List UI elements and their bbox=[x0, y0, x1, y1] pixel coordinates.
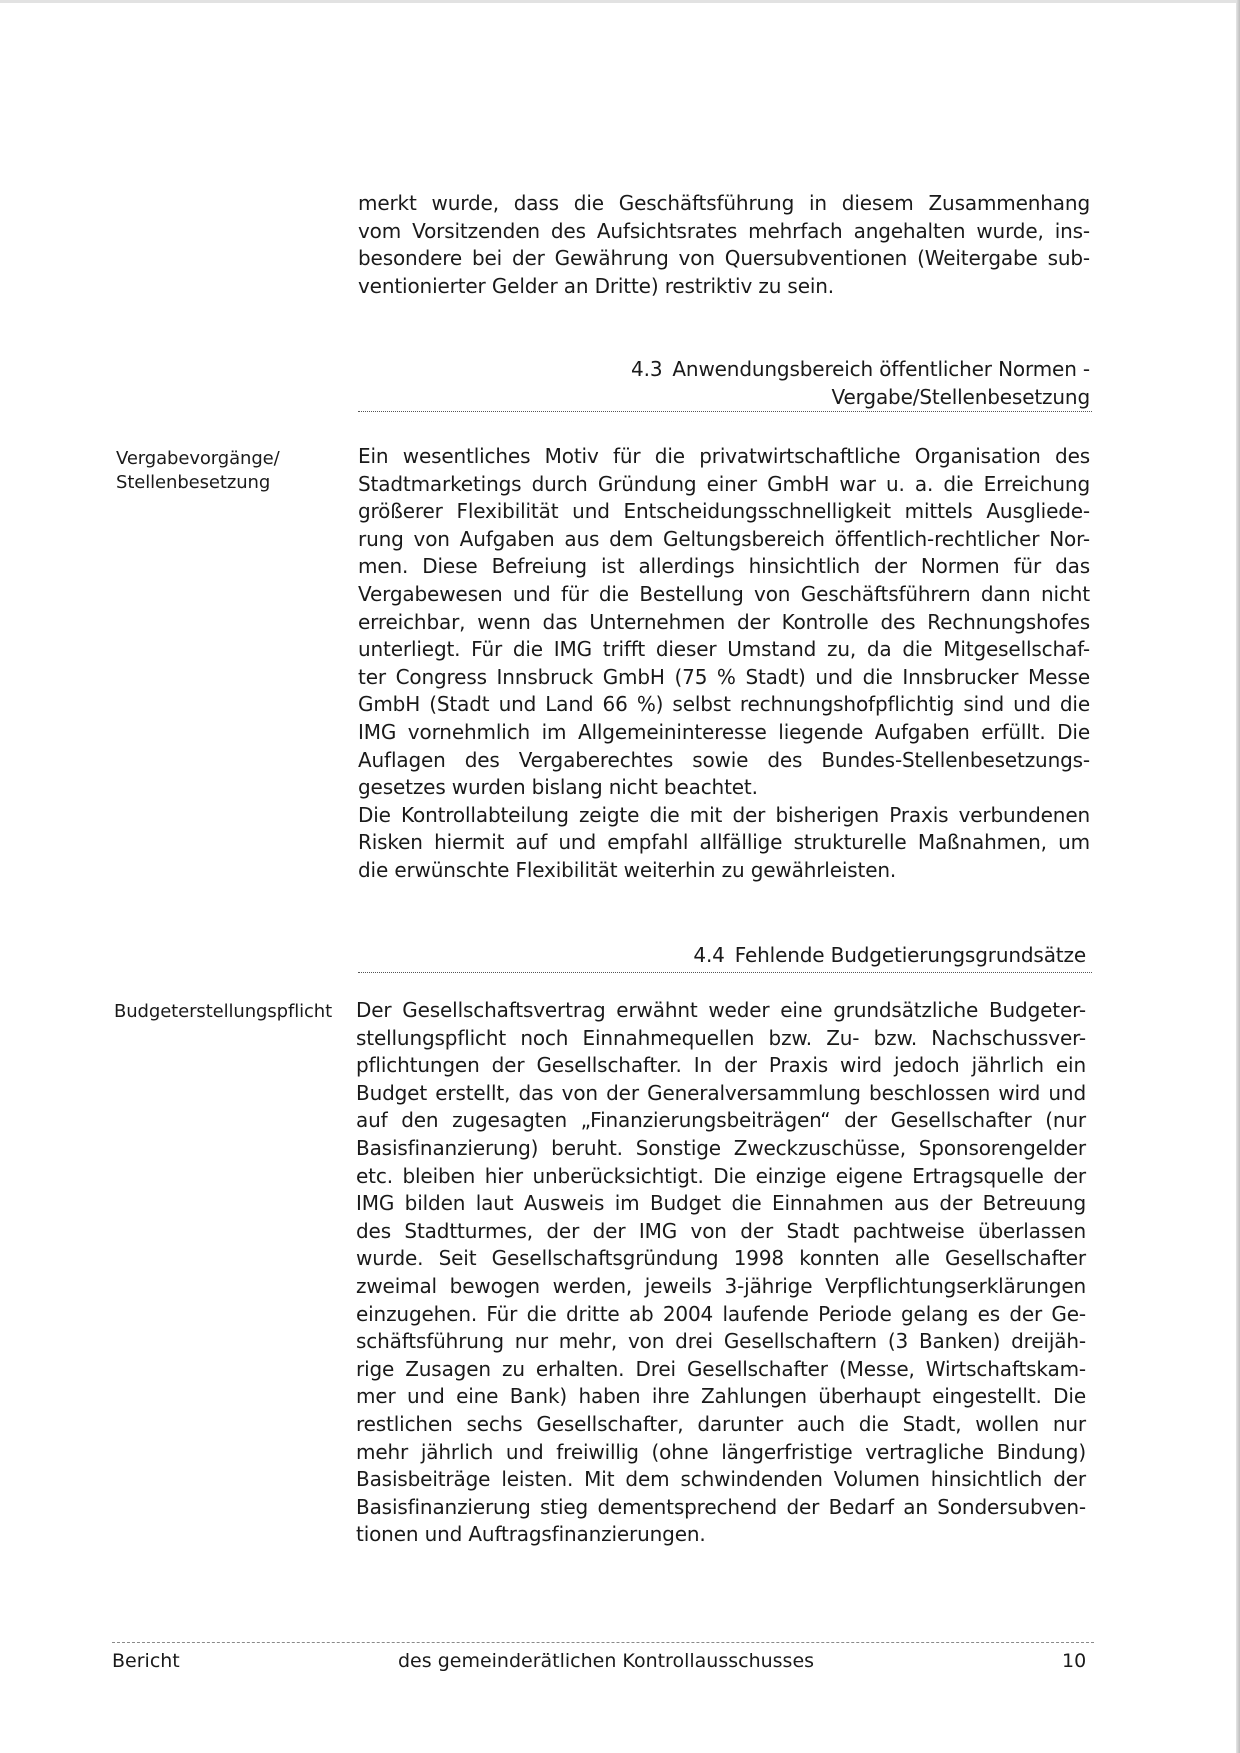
paragraph-line: vom Vorsitzenden des Aufsichtsrates mehrfach angehalten wurde, ins- bbox=[358, 218, 1090, 243]
paragraph-line: mehr jährlich und freiwillig (ohne längerfristige vertragliche Bindung) bbox=[356, 1439, 1086, 1464]
paragraph-line: Auflagen des Vergaberechtes sowie des Bundes-Stellenbesetzungs- bbox=[358, 747, 1090, 772]
paragraph-line: wurde. Seit Gesellschaftsgründung 1998 konnten alle Gesellschafter bbox=[356, 1246, 1086, 1271]
section-number: 4.3 bbox=[631, 357, 663, 381]
paragraph-line: erreichbar, wenn das Unternehmen der Kontrolle des Rechnungshofes bbox=[358, 609, 1090, 634]
paragraph-line: IMG bilden laut Ausweis im Budget die Einnahmen aus der Betreuung bbox=[356, 1191, 1086, 1216]
paragraph-line: Basisbeiträge leisten. Mit dem schwindenden Volumen hinsichtlich der bbox=[356, 1467, 1086, 1492]
paragraph-line: Basisfinanzierung) beruht. Sonstige Zweckzuschüsse, Sponsorengelder bbox=[356, 1135, 1086, 1160]
footer-left: Bericht bbox=[112, 1650, 180, 1672]
section-heading-line-1 bbox=[358, 355, 1090, 383]
paragraph-line: schäftsführung nur mehr, von drei Gesellschaftern (3 Banken) dreijäh- bbox=[356, 1329, 1086, 1354]
page-number: 10 bbox=[1062, 1650, 1087, 1672]
page-edge-right bbox=[1236, 0, 1240, 1753]
paragraph-line: stellungspflicht noch Einnahmequellen bzw. Zu- bzw. Nachschussver- bbox=[356, 1025, 1086, 1050]
paragraph-line: restlichen sechs Gesellschafter, darunter auch die Stadt, wollen nur bbox=[356, 1411, 1086, 1436]
paragraph-line: Budget erstellt, das von der Generalversammlung beschlossen wird und bbox=[356, 1080, 1086, 1105]
section-heading-line-1 bbox=[358, 941, 1086, 969]
section-4-3-rule bbox=[358, 411, 1092, 412]
section-number: 4.4 bbox=[693, 943, 725, 967]
paragraph-line: Risken hiermit auf und empfahl allfällige strukturelle Maßnahmen, um bbox=[358, 830, 1090, 855]
paragraph-line: Der Gesellschaftsvertrag erwähnt weder eine grundsätzliche Budgeter- bbox=[356, 998, 1086, 1022]
paragraph-line: Die Kontrollabteilung zeigte die mit der bisherigen Praxis verbundenen bbox=[358, 802, 1090, 827]
paragraph-line: Basisfinanzierung stieg dementsprechend der Bedarf an Sondersubven- bbox=[356, 1494, 1086, 1519]
paragraph-line: ventionierter Gelder an Dritte) restriktiv zu sein. bbox=[358, 273, 834, 298]
section-4-3-heading bbox=[358, 355, 1090, 411]
section-heading-line-2: Vergabe/Stellenbesetzung bbox=[831, 385, 1090, 409]
section-4-4-rule bbox=[358, 972, 1092, 973]
paragraph-line: zweimal bewogen werden, jeweils 3-jährige Verpflichtungserklärungen bbox=[356, 1273, 1086, 1298]
section-4-4-body bbox=[356, 997, 1086, 1549]
paragraph-line: größerer Flexibilität und Entscheidungsschnelligkeit mittels Ausgliede- bbox=[358, 499, 1090, 524]
paragraph-line: die erwünschte Flexibilität weiterhin zu gewährleisten. bbox=[358, 857, 897, 882]
footer-rule bbox=[112, 1642, 1094, 1643]
paragraph-line: etc. bleiben hier unberücksichtigt. Die einzige eigene Ertragsquelle der bbox=[356, 1163, 1086, 1188]
sidenote-line: Vergabevorgänge/ bbox=[116, 448, 280, 469]
section-4-3-body bbox=[358, 443, 1090, 885]
paragraph-line: Vergabewesen und für die Bestellung von Geschäftsführern dann nicht bbox=[358, 581, 1090, 606]
paragraph-line: mer und eine Bank) haben ihre Zahlungen überhaupt eingestellt. Die bbox=[356, 1384, 1086, 1409]
paragraph-line: Stadtmarketings durch Gründung einer GmbH war u. a. die Erreichung bbox=[358, 471, 1090, 496]
paragraph-line: einzugehen. Für die dritte ab 2004 laufende Periode gelang es der Ge- bbox=[356, 1301, 1086, 1326]
footer-center: des gemeinderätlichen Kontrollausschusses bbox=[398, 1650, 815, 1672]
sidenote-line: Budgeterstellungspflicht bbox=[114, 1001, 333, 1022]
paragraph-line: unterliegt. Für die IMG trifft dieser Umstand zu, da die Mitgesellschaf- bbox=[358, 637, 1090, 662]
page-edge-top bbox=[0, 0, 1240, 3]
paragraph-line: rung von Aufgaben aus dem Geltungsbereich öffentlich-rechtlicher Nor- bbox=[358, 526, 1090, 551]
sidenote-vergabe bbox=[116, 447, 280, 495]
paragraph-line: besondere bei der Gewährung von Quersubventionen (Weitergabe sub- bbox=[358, 246, 1090, 271]
paragraph-line: Ein wesentliches Motiv für die privatwirtschaftliche Organisation des bbox=[358, 444, 1090, 468]
section-4-4-heading bbox=[358, 941, 1086, 969]
paragraph-line: tionen und Auftragsfinanzierungen. bbox=[356, 1522, 706, 1547]
intro-paragraph bbox=[358, 190, 1090, 300]
paragraph-line: IMG vornehmlich im Allgemeininteresse liegende Aufgaben erfüllt. Die bbox=[358, 719, 1090, 744]
paragraph-line: men. Diese Befreiung ist allerdings hinsichtlich der Normen für das bbox=[358, 554, 1090, 579]
paragraph-line: auf den zugesagten „Finanzierungsbeiträgen“ der Gesellschafter (nur bbox=[356, 1108, 1086, 1133]
paragraph-line: pflichtungen der Gesellschafter. In der Praxis wird jedoch jährlich ein bbox=[356, 1053, 1086, 1078]
sidenote-line: Stellenbesetzung bbox=[116, 472, 271, 493]
sidenote-budget bbox=[114, 1000, 332, 1024]
paragraph-line: merkt wurde, dass die Geschäftsführung in diesem Zusammenhang bbox=[358, 191, 1090, 215]
paragraph-line: rige Zusagen zu erhalten. Drei Gesellschafter (Messe, Wirtschaftskam- bbox=[356, 1356, 1086, 1381]
paragraph-line: ter Congress Innsbruck GmbH (75 % Stadt) und die Innsbrucker Messe bbox=[358, 664, 1090, 689]
section-title: Fehlende Budgetierungsgrundsätze bbox=[734, 943, 1086, 967]
paragraph-line: GmbH (Stadt und Land 66 %) selbst rechnungshofpflichtig sind und die bbox=[358, 692, 1090, 717]
paragraph-line: des Stadtturmes, der der IMG von der Stadt pachtweise überlassen bbox=[356, 1218, 1086, 1243]
paragraph-line: gesetzes wurden bislang nicht beachtet. bbox=[358, 775, 758, 800]
section-title: Anwendungsbereich öffentlicher Normen - bbox=[672, 357, 1090, 381]
